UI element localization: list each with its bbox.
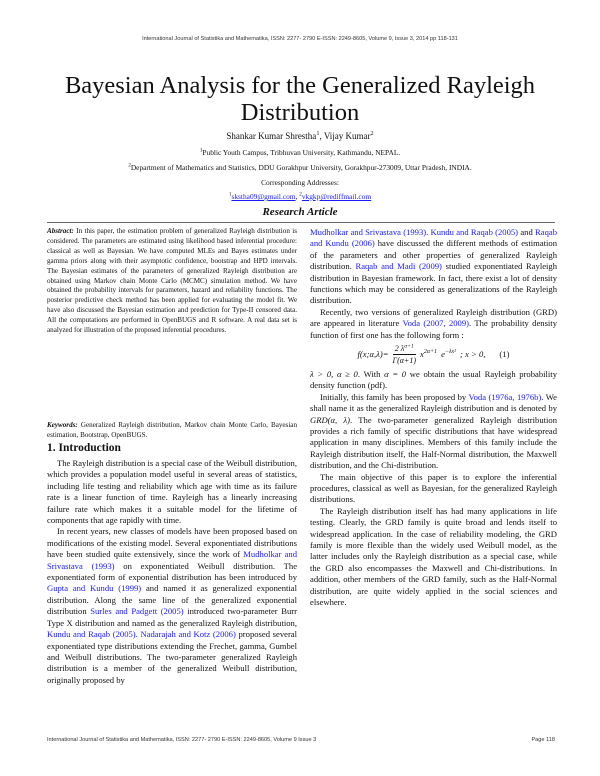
abstract-label: Abstract: bbox=[47, 227, 74, 235]
grd-notation: GRD(α, λ) bbox=[310, 414, 351, 425]
text-run: studied exponentiated Rayleigh distribution in Bayesian framework. In fact, there exist a lot of density functions which may be considered as generalizations of the Rayleigh distribution. bbox=[310, 261, 558, 306]
text-run: proposed several exponentiated type distributions extending the Frechet, gamma, Gumbel and Weibull distributions. The two-parameter generalized Rayleigh distribution is a member of the generalized Weibull distribution, originally proposed by bbox=[47, 629, 298, 685]
text-run: and bbox=[518, 227, 536, 237]
citation-link[interactable]: Raqab and Madi (2009) bbox=[355, 261, 442, 272]
email-link-1[interactable]: skstha09@gmail.com bbox=[231, 192, 296, 201]
text-run: . With bbox=[357, 368, 385, 379]
author-name: Vijay Kumar bbox=[323, 131, 371, 141]
paragraph bbox=[310, 392, 557, 472]
equation-fraction bbox=[393, 343, 416, 367]
header-divider bbox=[47, 222, 555, 223]
affiliation-2 bbox=[0, 163, 600, 172]
paragraph bbox=[310, 307, 557, 341]
text-run: . We shall name it as the generalized Rayleigh distribution and is denoted by bbox=[310, 391, 557, 414]
keywords-label: Keywords: bbox=[47, 421, 78, 429]
citation-link[interactable]: Mudholkar and Srivastava (1993). Kundu and Raqab (2005) bbox=[310, 227, 519, 237]
citation-link[interactable]: Surles and Padgett (2005) bbox=[90, 606, 184, 617]
introduction-left-column bbox=[47, 458, 297, 686]
paragraph: The Rayleigh distribution itself has had many applications in life testing. Clearly, the GRD family is quite broad and lends itself to widespread application. In the case of reliability modeling, the GRD family is more flexible than the widely used Weibull model, as the latter includes only the Rayleigh distribution as a special case, while the GRD also encompasses the Maxwell and Chi-distributions. In addition, other members of the GRD family, such as the Half-Normal distribution, are quite widely applied in the social sciences and elsewhere. bbox=[310, 505, 557, 607]
affiliation-mark: 1 bbox=[316, 130, 320, 137]
affiliation-mark: 1 bbox=[199, 147, 203, 154]
e-base: e bbox=[441, 349, 445, 360]
paragraph bbox=[47, 526, 297, 686]
citation-link[interactable]: Kundu and Raqab (2005). Nadarajah and Kotz (2006) bbox=[47, 629, 236, 640]
paper-title: Bayesian Analysis for the Generalized Rayleigh Distribution bbox=[64, 72, 536, 126]
x-base: x bbox=[420, 349, 424, 360]
section-heading-introduction: 1. Introduction bbox=[47, 442, 121, 454]
paragraph-continued bbox=[310, 369, 557, 392]
keywords bbox=[47, 421, 297, 441]
citation-link[interactable]: Raqab and Kundu (2006) bbox=[310, 227, 557, 249]
alpha-value: α = 0 bbox=[384, 368, 407, 379]
footer-journal: International Journal of Statistika and Mathematika, ISSN: 2277- 2790 E-ISSN: 2249-8605, Volume 9 Issue 3 bbox=[47, 737, 317, 743]
email-mark: 1 bbox=[228, 191, 232, 198]
email-link-2[interactable]: vkgkp@rediffmail.com bbox=[301, 192, 372, 201]
affiliation-text: Department of Mathematics and Statistics, DDU Gorakhpur University, Gorakhpur-273009, Uttar Pradesh, INDIA. bbox=[130, 163, 472, 172]
paragraph-continued bbox=[310, 227, 557, 307]
paragraph: The main objective of this paper is to explore the inferential procedures, classical as well as Bayesian, for the generalized Rayleigh distributions. bbox=[310, 471, 557, 505]
abstract-text: In this paper, the estimation problem of generalized Rayleigh distribution is considered. The parameters are estimated using likelihood based inferential procedure: classical as well as Bayesian. We have computed MLEs and Bayes estimates under gamma priors along with their asymptotic confidence, bootstrap and HPD intervals. The Bayesian estimates of the parameters of generalized Rayleigh distribution are obtained using Markov chain Monte Carlo (MCMC) simulation method. We have obtained the probability intervals for parameters, hazard and reliability functions. The posterior predictive check method has been applied for evaluating the model fit. We have also discussed the Bayesian estimation and prediction for Type-II censored data. All the computations are performed in OpenBUGS and R software. A real data set is analyzed for illustration of the proposed inferential procedures. bbox=[47, 227, 297, 335]
affiliation-mark: 2 bbox=[128, 162, 131, 169]
fraction-numerator bbox=[393, 343, 416, 355]
equation-number: (1) bbox=[499, 349, 510, 360]
equation-exp-term bbox=[441, 349, 456, 360]
author-separator: , bbox=[319, 131, 324, 141]
author-line bbox=[0, 131, 600, 141]
email-separator: , bbox=[295, 192, 300, 201]
corresponding-label: Corresponding Addresses: bbox=[261, 178, 339, 187]
paragraph: The Rayleigh distribution is a special case of the Weibull distribution, which provides a population model useful in several areas of statistics, including life testing and reliability which age with time as its failure rate is a linear function of time. Rayleigh has a linearly increasing failure rate which makes it a suitable model for the lifetime of components that age rapidly with time. bbox=[47, 458, 297, 526]
author-name: Shankar Kumar Shrestha bbox=[226, 131, 317, 141]
text-run: on exponentiated Weibull distribution. The exponentiated form of exponential distribution has been introduced by bbox=[47, 560, 298, 583]
e-exponent: −λx² bbox=[444, 349, 457, 356]
text-run: have discussed the different methods of estimation of the parameters and other properties of generalized Rayleigh distribution. bbox=[310, 238, 557, 272]
text-run: and named it as generalized exponential distribution. Along the same line of the generalized exponential distribution bbox=[47, 583, 297, 617]
abstract bbox=[47, 227, 297, 336]
equation-1 bbox=[310, 343, 557, 367]
page-number: Page 118 bbox=[531, 737, 555, 743]
text-run: Initially, this family has been proposed by bbox=[320, 391, 469, 402]
numerator-exponent: α+1 bbox=[404, 343, 414, 350]
citation-link[interactable]: Gupta and Kundu (1999) bbox=[47, 583, 142, 594]
running-header: International Journal of Statistika and Mathematika, ISSN: 2277- 2790 E-ISSN: 2249-8605, Volume 9, Issue 3, 2014 pp 118-131 bbox=[142, 36, 458, 42]
citation-link[interactable]: Mudholkar and Srivastava (1993) bbox=[47, 549, 298, 571]
citation-link[interactable]: Voda (1976a, 1976b) bbox=[468, 391, 542, 402]
running-footer bbox=[47, 737, 555, 743]
corresponding-emails bbox=[0, 192, 600, 201]
text-run: In recent years, new classes of models have been proposed based on modifications of the existing model. Several exponentiated distributions have been studied quite extensively, since the work of bbox=[47, 526, 297, 560]
numerator-text: 2 λ bbox=[394, 344, 405, 354]
parameter-condition: λ > 0, α ≥ 0 bbox=[310, 368, 358, 379]
affiliation-1 bbox=[0, 148, 600, 157]
citation-link[interactable]: Voda (2007, 2009) bbox=[402, 318, 469, 329]
text-run: Recently, two versions of generalized Rayleigh distribution (GRD) are appeared in literature bbox=[310, 306, 557, 329]
introduction-right-column bbox=[310, 227, 557, 608]
affiliation-mark: 2 bbox=[370, 130, 374, 137]
text-run: we obtain the usual Rayleigh probability density function (pdf). bbox=[310, 368, 557, 391]
keywords-text: Generalized Rayleigh distribution, Markov chain Monte Carlo, Bayesian estimation, Bootstrap, OpenBUGS. bbox=[47, 421, 297, 439]
equation-x-term bbox=[420, 349, 437, 360]
text-run: introduced two-parameter Burr Type X distribution and named as the generalized Rayleigh distribution, bbox=[47, 606, 297, 628]
text-run: . The probability density function of first one has the following form : bbox=[310, 318, 557, 340]
equation-condition: ; x > 0, bbox=[460, 349, 486, 360]
fraction-denominator: Γ(α+1) bbox=[392, 356, 416, 366]
text-run: . The two-parameter generalized Rayleigh distribution provides a rich family of specific distributions that have widespread application in many disciplines. Members of this family include the Rayleigh distribution itself, the Half-Normal distribution, the Maxwell distribution, and the Chi-distribution. bbox=[310, 414, 558, 471]
x-exponent: 2α+1 bbox=[423, 349, 438, 356]
equation-lhs: f(x;α,λ)= bbox=[357, 349, 389, 360]
email-mark: 2 bbox=[299, 191, 302, 198]
affiliation-text: Public Youth Campus, Tribhuvan University, Kathmandu, NEPAL. bbox=[202, 148, 401, 157]
article-type: Research Article bbox=[262, 206, 338, 218]
